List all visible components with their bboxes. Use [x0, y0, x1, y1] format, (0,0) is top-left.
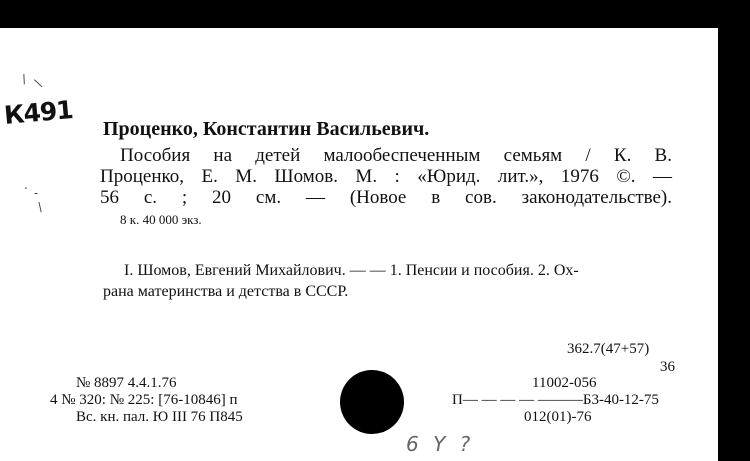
classification-index: 362.7(47+57) — [567, 341, 650, 357]
scanner-edge — [718, 28, 750, 461]
corner-mark: . — [24, 178, 28, 192]
corner-mark: \ — [32, 75, 44, 91]
corner-mark: - — [34, 186, 39, 200]
publisher-code: 012(01)-76 — [524, 409, 592, 425]
price-and-print-run: 8 к. 40 000 экз. — [120, 212, 202, 227]
handwritten-note: 6 Y ? — [406, 432, 475, 456]
punch-hole — [340, 370, 404, 434]
publisher-code: 11002-056 — [532, 375, 597, 391]
author-heading: Проценко, Константин Васильевич. — [103, 118, 430, 140]
corner-mark: / — [34, 199, 46, 215]
publisher-code: П— — — — ———Б3-40-12-75 — [452, 392, 659, 408]
title-line: Проценко, Е. М. Шомов. М. : «Юрид. лит.», 1976 ©. — — [100, 166, 672, 187]
tracings-line: I. Шомов, Евгений Михайлович. — — 1. Пенсии и пособия. 2. Ох- — [124, 262, 579, 279]
order-line: 4 № 320: № 225: [76-10846] п — [50, 392, 238, 408]
author-mark: 36 — [660, 359, 675, 375]
shelf-mark: К491 — [2, 95, 74, 130]
title-line: Пособия на детей малообеспеченным семьям / К. В. — [120, 145, 672, 166]
title-line: 56 с. ; 20 см. — (Новое в сов. законодательстве). — [100, 187, 672, 208]
order-line: Вс. кн. пал. Ю ІІІ 76 П845 — [76, 409, 243, 425]
corner-mark: / — [19, 71, 29, 87]
title-statement — [100, 145, 672, 208]
tracings — [103, 260, 675, 302]
tracings-line: рана материнства и детства в СССР. — [103, 283, 349, 300]
order-line: № 8897 4.4.1.76 — [76, 375, 177, 391]
catalog-card — [0, 28, 718, 461]
